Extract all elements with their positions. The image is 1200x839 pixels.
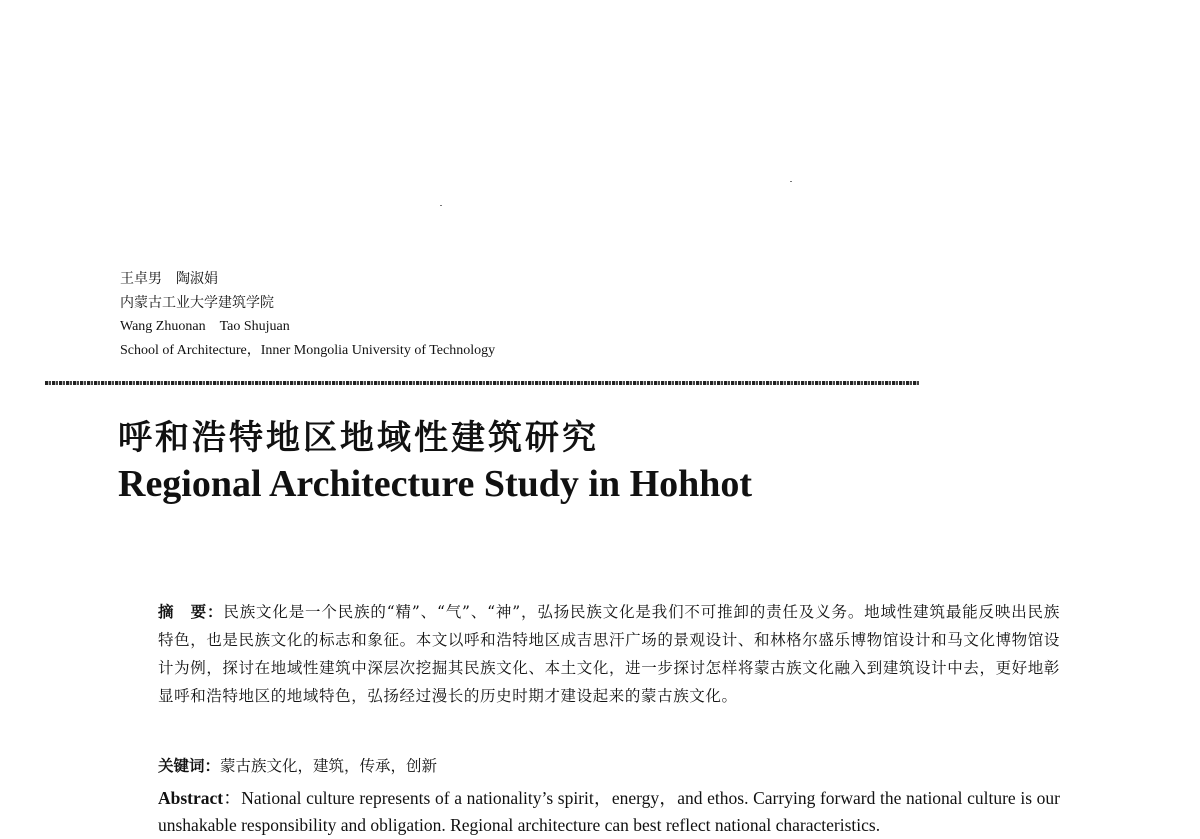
author-block [120,268,495,362]
scan-speck [440,205,442,206]
keywords-text: 蒙古族文化，建筑，传承，创新 [220,757,438,775]
abstract-zh-label: 摘 要： [158,603,224,621]
abstract-zh [158,598,1060,710]
title-en: Regional Architecture Study in Hohhot [118,463,753,505]
author-names-zh: 王卓男 陶淑娟 [120,271,218,287]
author-names-en: Wang Zhuonan Tao Shujuan [120,319,290,334]
keywords [158,754,437,778]
abstract-en-text: ：National culture represents of a nationality’s spirit，energy，and ethos. Carrying forward the national culture is our unshakable responsibility and obligation. Regional architecture can best reflect national characteristics. [158,788,1060,835]
title-zh: 呼和浩特地区地域性建筑研究 [118,418,599,458]
affiliation-zh: 内蒙古工业大学建筑学院 [120,294,274,311]
abstract-en-label: Abstract [158,788,224,808]
scan-speck [790,181,792,182]
keywords-label: 关键词： [158,757,221,775]
abstract-en [158,785,1060,839]
affiliation-en: School of Architecture，Inner Mongolia University of Technology [120,342,496,358]
abstract-zh-text: 民族文化是一个民族的“精”、“气”、“神”，弘扬民族文化是我们不可推卸的责任及义务。地域性建筑最能反映出民族特色，也是民族文化的标志和象征。本文以呼和浩特地区成吉思汗广场的景观设计、和林格尔盛乐博物馆设计和马文化博物馆设计为例，探讨在地域性建筑中深层次挖掘其民族文化、本土文化，进一步探讨怎样将蒙古族文化融入到建筑设计中去，更好地彰显呼和浩特地区的地域特色，弘扬经过漫长的历史时期才建设起来的蒙古族文化。 [158,603,1060,705]
header-divider [45,381,920,385]
